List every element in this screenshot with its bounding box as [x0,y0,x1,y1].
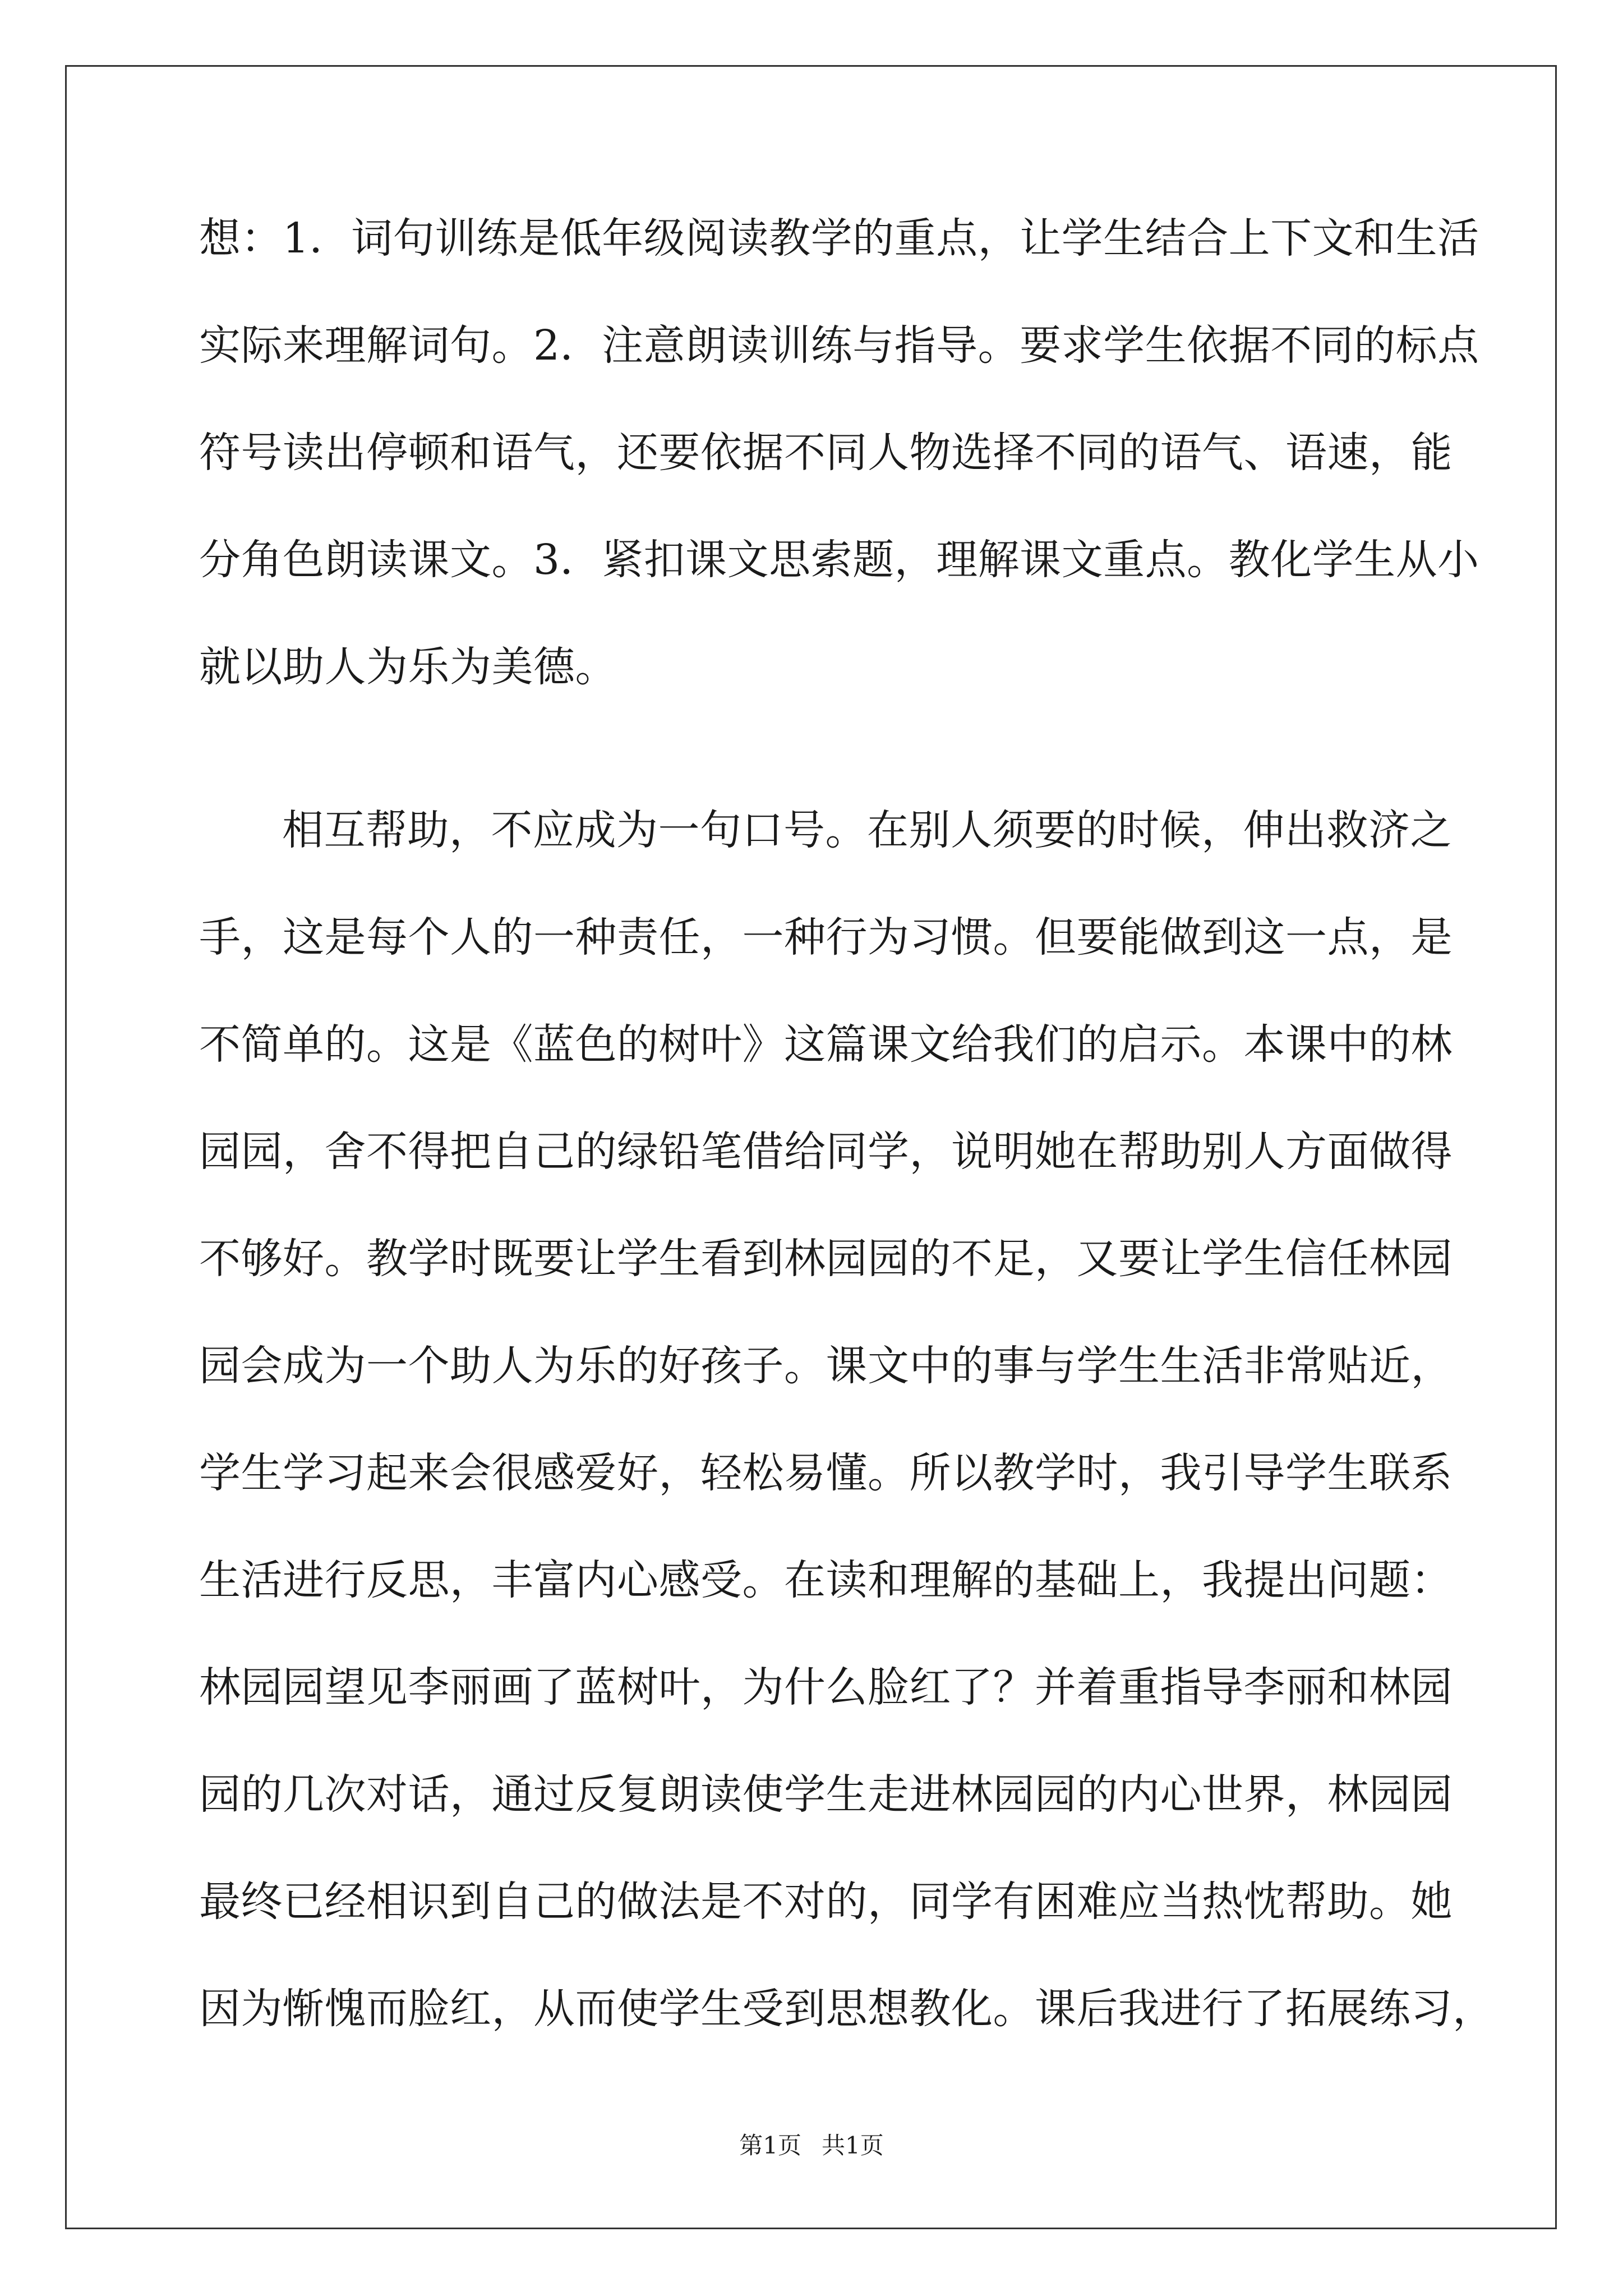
page-total: 共1页 [822,2132,884,2159]
text-line: 林园园望见李丽画了蓝树叶，为什么脸红了？并着重指导李丽和林园 [199,1663,1453,1711]
text-line: 园会成为一个助人为乐的好孩子。课文中的事与学生生活非常贴近， [199,1342,1453,1390]
text-line: 想：1．词句训练是低年级阅读教学的重点，让学生结合上下文和生活 [199,214,1479,263]
document-body [199,213,1495,2091]
paragraph-1 [199,213,1479,749]
text-line: 实际来理解词句。2．注意朗读训练与指导。要求学生依据不同的标点 [199,321,1479,370]
text-line: 不够好。教学时既要让学生看到林园园的不足，又要让学生信任林园 [199,1235,1453,1283]
paragraph-2 [199,805,1495,2091]
text-line: 不简单的。这是《蓝色的树叶》这篇课文给我们的启示。本课中的林 [199,1020,1453,1069]
text-line: 生活进行反思，丰富内心感受。在读和理解的基础上，我提出问题： [199,1556,1453,1604]
text-line: 符号读出停顿和语气，还要依据不同人物选择不同的语气、语速，能 [199,429,1453,477]
text-line: 分角色朗读课文。3．紧扣课文思索题，理解课文重点。教化学生从小 [199,536,1479,584]
text-line: 园的几次对话，通过反复朗读使学生走进林园园的内心世界，林园园 [199,1770,1453,1819]
text-line: 因为惭愧而脸红，从而使学生受到思想教化。课后我进行了拓展练习， [199,1985,1495,2033]
text-line: 最终已经相识到自己的做法是不对的，同学有困难应当热忱帮助。她 [199,1878,1453,1926]
paragraph-gap [199,749,1422,805]
text-line: 手，这是每个人的一种责任，一种行为习惯。但要能做到这一点，是 [199,913,1453,961]
text-line: 就以助人为乐为美德。 [199,643,617,691]
text-line-first: 相互帮助，不应成为一句口号。在别人须要的时候，伸出救济之 [282,806,1452,854]
text-line: 学生学习起来会很感爱好，轻松易懂。所以教学时，我引导学生联系 [199,1449,1453,1497]
page-number: 第1页 [739,2132,801,2159]
page-footer [0,2132,1623,2160]
text-line: 园园，舍不得把自己的绿铅笔借给同学，说明她在帮助别人方面做得 [199,1128,1453,1176]
